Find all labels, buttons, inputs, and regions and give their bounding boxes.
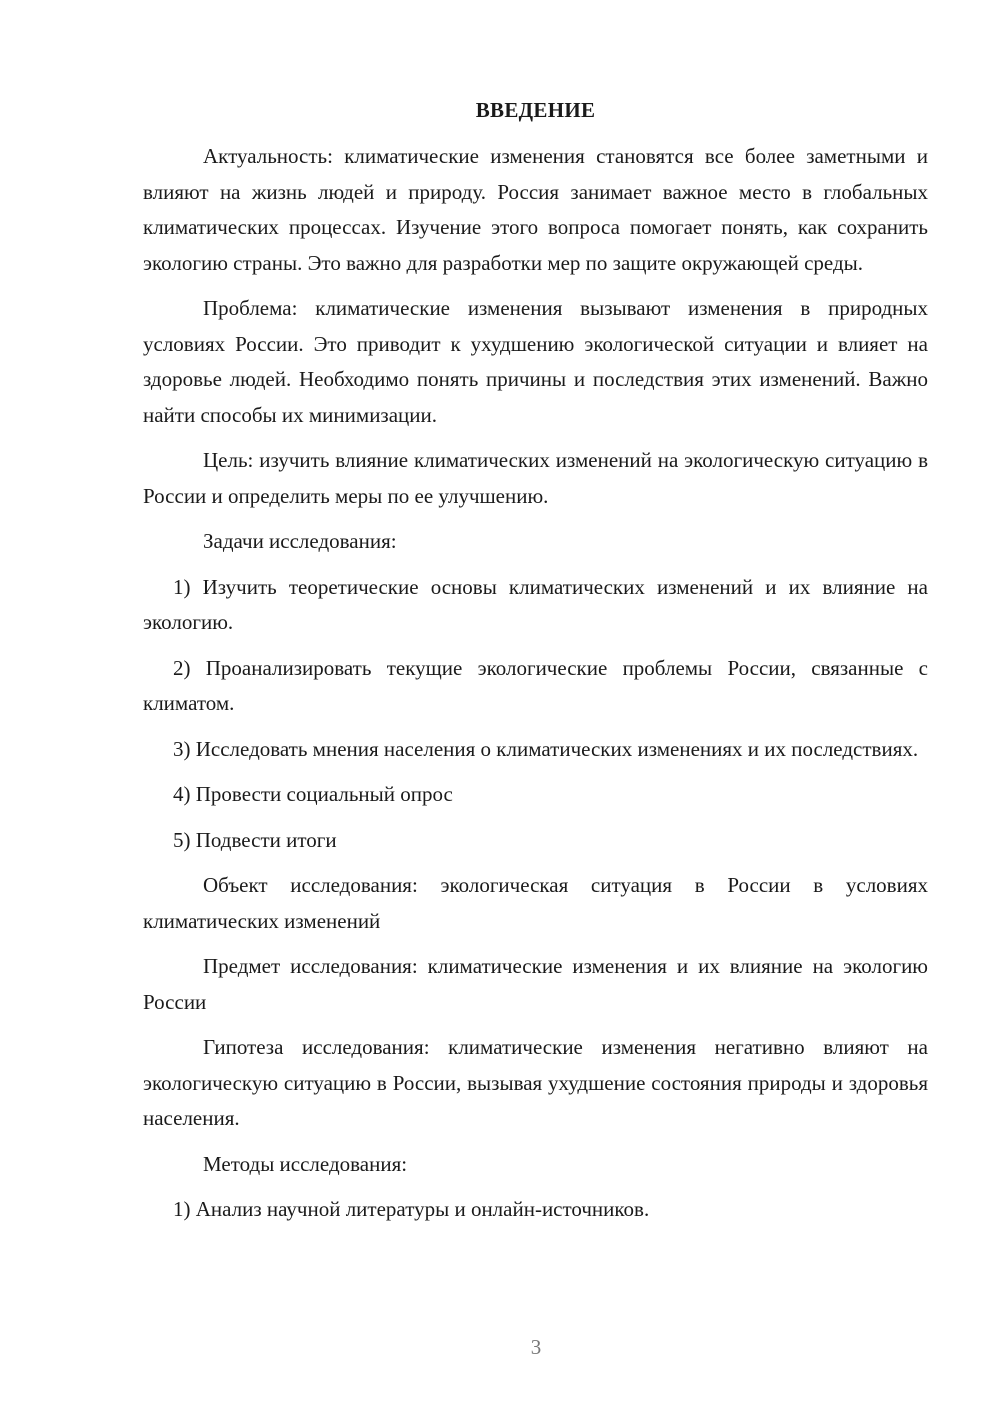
- paragraph-object: Объект исследования: экологическая ситуация в России в условиях климатических изменений: [143, 873, 928, 933]
- task-item-5: 5) Подвести итоги: [173, 827, 337, 852]
- paragraph-hypothesis: Гипотеза исследования: климатические изменения негативно влияют на экологическую ситуацию в России, вызывая ухудшение состояния природы и здоровья населения.: [143, 1035, 928, 1130]
- task-item-3: 3) Исследовать мнения населения о климатических изменениях и их последствиях.: [173, 736, 919, 761]
- paragraph-problem: Проблема: климатические изменения вызывают изменения в природных условиях России. Это приводит к ухудшению экологической ситуации и влияет на здоровье людей. Необходимо понять причины и последствия этих изменений. Важно найти способы их минимизации.: [143, 296, 928, 427]
- methods-heading: Методы исследования:: [203, 1151, 408, 1176]
- section-title: ВВЕДЕНИЕ: [475, 98, 596, 122]
- document-page: [143, 95, 928, 1238]
- tasks-heading: Задачи исследования:: [203, 529, 397, 553]
- paragraph-goal: Цель: изучить влияние климатических изменений на экологическую ситуацию в России и определить меры по ее улучшению.: [143, 448, 928, 508]
- paragraph-relevance: Актуальность: климатические изменения становятся все более заметными и влияют на жизнь людей и природу. Россия занимает важное место в глобальных климатических процессах. Изучение этого вопроса помогает понять, как сохранить экологию страны. Это важно для разработки мер по защите окружающей среды.: [143, 144, 928, 275]
- method-item-1: 1) Анализ научной литературы и онлайн-источников.: [173, 1197, 650, 1221]
- task-item-2: 2) Проанализировать текущие экологические проблемы России, связанные с климатом.: [143, 655, 928, 715]
- task-item-1: 1) Изучить теоретические основы климатических изменений и их влияние на экологию.: [143, 574, 928, 634]
- page-number: 3: [530, 1335, 542, 1359]
- task-item-4: 4) Провести социальный опрос: [173, 782, 453, 806]
- paragraph-subject: Предмет исследования: климатические изменения и их влияние на экологию России: [143, 954, 928, 1014]
